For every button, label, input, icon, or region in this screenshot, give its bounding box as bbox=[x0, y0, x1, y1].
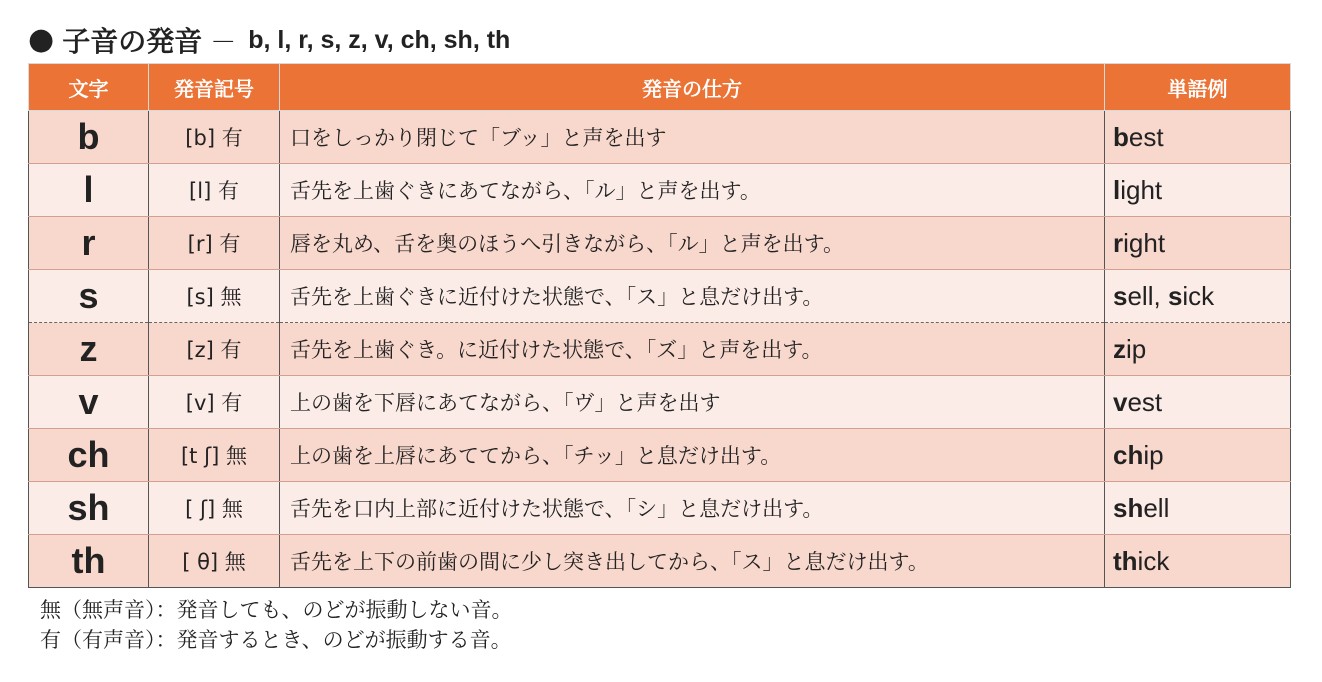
table-row bbox=[29, 164, 1291, 217]
table-row bbox=[29, 429, 1291, 482]
example-bold: z bbox=[1113, 333, 1126, 364]
example-cell bbox=[1105, 164, 1291, 217]
table-row bbox=[29, 323, 1291, 376]
table-row bbox=[29, 270, 1291, 323]
example-cell bbox=[1105, 535, 1291, 588]
example-bold: sh bbox=[1113, 492, 1144, 523]
example-rest: est bbox=[1127, 386, 1163, 417]
symbol-cell: [l] 有 bbox=[149, 164, 280, 217]
symbol-cell: [v] 有 bbox=[149, 376, 280, 429]
description-cell: 舌先を上下の前歯の間に少し突き出してから、「ス」と息だけ出す。 bbox=[280, 535, 1105, 588]
example-cell bbox=[1105, 429, 1291, 482]
example-rest: ip bbox=[1143, 439, 1164, 470]
example-cell bbox=[1105, 217, 1291, 270]
example-bold: b bbox=[1113, 121, 1129, 152]
title-dash: － bbox=[210, 27, 237, 58]
symbol-cell: [ ʃ] 無 bbox=[149, 482, 280, 535]
table-row bbox=[29, 535, 1291, 588]
description-cell: 上の歯を下唇にあてながら、「ヴ」と声を出す bbox=[280, 376, 1105, 429]
symbol-cell: [t ʃ] 無 bbox=[149, 429, 280, 482]
symbol-cell: [b] 有 bbox=[149, 111, 280, 164]
table-header-row bbox=[29, 64, 1291, 111]
table-row bbox=[29, 482, 1291, 535]
letter-cell: th bbox=[29, 535, 149, 588]
description-cell: 舌先を口内上部に近付けた状態で、「シ」と息だけ出す。 bbox=[280, 482, 1105, 535]
example-bold: s bbox=[1113, 280, 1128, 311]
description-cell: 舌先を上歯ぐきにあてながら、「ル」と声を出す。 bbox=[280, 164, 1105, 217]
letter-cell: b bbox=[29, 111, 149, 164]
example-rest: ight bbox=[1123, 227, 1166, 258]
table-row bbox=[29, 217, 1291, 270]
symbol-cell: [ θ] 無 bbox=[149, 535, 280, 588]
example-bold: v bbox=[1113, 386, 1128, 417]
consonant-table bbox=[28, 63, 1291, 588]
title-letters: b, l, r, s, z, v, ch, sh, th bbox=[248, 25, 511, 54]
example-cell bbox=[1105, 111, 1291, 164]
symbol-cell: [s] 無 bbox=[149, 270, 280, 323]
example-bold: l bbox=[1113, 174, 1121, 205]
example-bold: th bbox=[1113, 545, 1138, 576]
description-cell: 上の歯を上唇にあててから、「チッ」と息だけ出す。 bbox=[280, 429, 1105, 482]
letter-cell: z bbox=[29, 323, 149, 376]
example-bold: ch bbox=[1113, 439, 1144, 470]
example-rest-2: ick bbox=[1182, 280, 1215, 311]
example-bold-2: s bbox=[1167, 280, 1183, 311]
example-cell bbox=[1105, 482, 1291, 535]
note-voiced: 有（有声音）：発音するとき、のどが振動する音。 bbox=[40, 628, 512, 652]
table-row bbox=[29, 376, 1291, 429]
example-rest: ip bbox=[1126, 333, 1147, 364]
description-cell: 舌先を上歯ぐきに近付けた状態で、「ス」と息だけ出す。 bbox=[280, 270, 1105, 323]
letter-cell: s bbox=[29, 270, 149, 323]
table-row bbox=[29, 111, 1291, 164]
symbol-cell: [z] 有 bbox=[149, 323, 280, 376]
example-rest: ell, bbox=[1127, 280, 1168, 311]
page-title bbox=[28, 20, 510, 60]
example-cell bbox=[1105, 323, 1291, 376]
header-letter: 文字 bbox=[29, 64, 149, 111]
example-cell bbox=[1105, 376, 1291, 429]
header-example: 単語例 bbox=[1105, 64, 1291, 111]
letter-cell: v bbox=[29, 376, 149, 429]
description-cell: 舌先を上歯ぐき。に近付けた状態で、「ズ」と声を出す。 bbox=[280, 323, 1105, 376]
example-cell bbox=[1105, 270, 1291, 323]
example-rest: ick bbox=[1137, 545, 1170, 576]
example-rest: ell bbox=[1143, 492, 1170, 523]
description-cell: 口をしっかり閉じて「ブッ」と声を出す bbox=[280, 111, 1105, 164]
letter-cell: l bbox=[29, 164, 149, 217]
example-rest: ight bbox=[1120, 174, 1163, 205]
letter-cell: ch bbox=[29, 429, 149, 482]
symbol-cell: [r] 有 bbox=[149, 217, 280, 270]
header-symbol: 発音記号 bbox=[149, 64, 280, 111]
description-cell: 唇を丸め、舌を奥のほうへ引きながら、「ル」と声を出す。 bbox=[280, 217, 1105, 270]
title-main: 子音の発音 bbox=[62, 25, 203, 58]
note-voiceless: 無（無声音）：発音しても、のどが振動しない音。 bbox=[40, 598, 513, 622]
legend-notes bbox=[40, 595, 513, 655]
letter-cell: sh bbox=[29, 482, 149, 535]
letter-cell: r bbox=[29, 217, 149, 270]
bullet-icon: ● bbox=[28, 22, 55, 57]
example-rest: est bbox=[1128, 121, 1164, 152]
header-description: 発音の仕方 bbox=[280, 64, 1105, 111]
example-bold: r bbox=[1113, 227, 1124, 258]
